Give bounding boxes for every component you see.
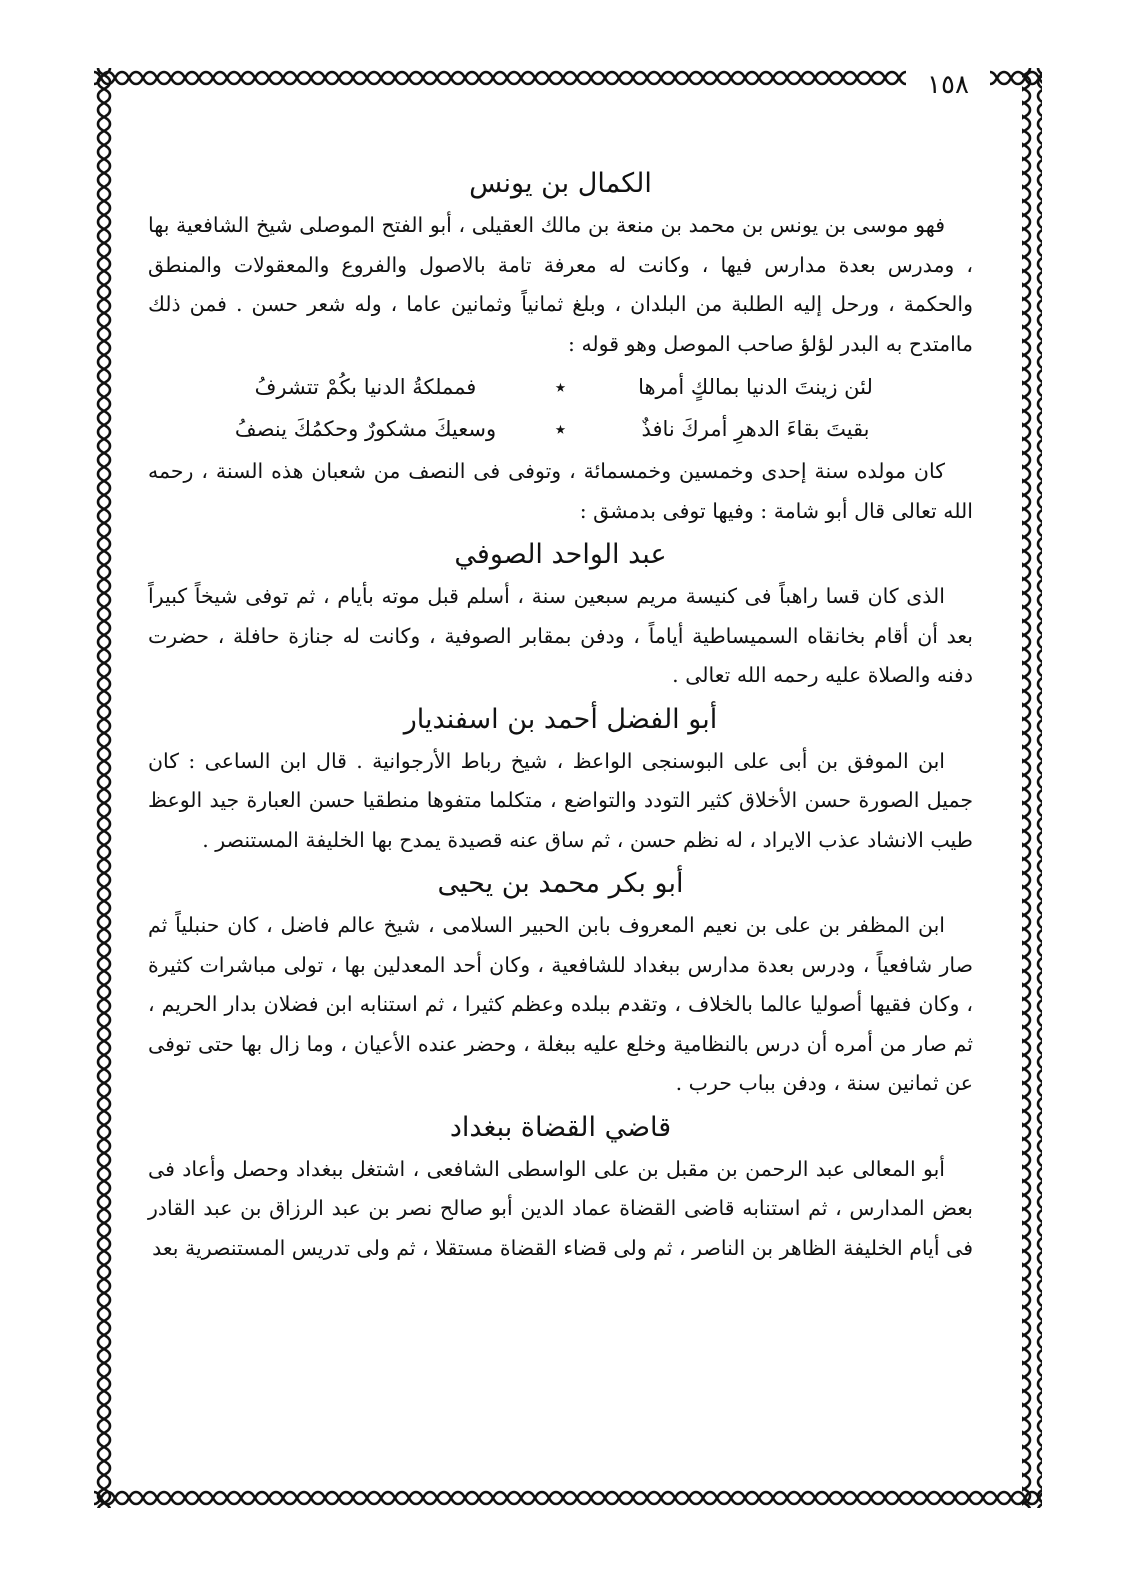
star-separator-icon: ٭ [554, 375, 567, 399]
verse-line [148, 408, 973, 450]
body-paragraph: كان مولده سنة إحدى وخمسين وخمسمائة ، وتوفى فى النصف من شعبان هذه السنة ، رحمه الله تعالى قال أبو شامة : وفيها توفى بدمشق : [148, 459, 973, 523]
page-body [148, 160, 973, 1268]
verse-line [148, 366, 973, 408]
verse-hemistich: بقيتَ بقاءَ الدهرِ أمركَ نافذٌ [641, 417, 870, 441]
verse-hemistich: لئن زينتَ الدنيا بمالكٍ أمرها [638, 375, 873, 399]
verse-hemistich: وسعيكَ مشكورٌ وحكمُكَ ينصفُ [234, 417, 497, 441]
star-separator-icon: ٭ [554, 417, 567, 441]
body-paragraph: فهو موسى بن يونس بن محمد بن منعة بن مالك العقيلى ، أبو الفتح الموصلى شيخ الشافعية بها ، ومدرس بعدة مدارس فيها ، وكانت له معرفة تامة بالاصول والفروع والمعقولات والمنطق والحكمة ، ورحل إليه الطلبة من البلدان ، وبلغ ثمانياً وثمانين عاما ، وله شعر حسن . فمن ذلك ماامتدح به البدر لؤلؤ صاحب الموصل وهو قوله : [148, 213, 973, 356]
verse-hemistich: فمملكةُ الدنيا بكُمْ تتشرفُ [254, 375, 477, 399]
body-paragraph: أبو المعالى عبد الرحمن بن مقبل بن على الواسطى الشافعى ، اشتغل ببغداد وحصل وأعاد فى بعض المدارس ، ثم استنابه قاضى القضاة عماد الدين أبو صالح نصر بن عبد الرزاق بن عبد القادر فى أيام الخليفة الظاهر بن الناصر ، ثم ولى قضاء القضاة مستقلا ، ثم ولى تدريس المستنصرية بعد [148, 1156, 973, 1260]
poem [148, 366, 973, 450]
page-number: ١٥٨ [906, 70, 990, 100]
body-paragraph: الذى كان قسا راهباً فى كنيسة مريم سبعين سنة ، أسلم قبل موته بأيام ، ثم توفى شيخاً كبيراً بعد أن أقام بخانقاه السميساطية أياماً ، ودفن بمقابر الصوفية ، وكانت له جنازة حافلة ، حضرت دفنه والصلاة عليه رحمه الله تعالى . [148, 584, 973, 687]
section-title: أبو الفضل أحمد بن اسفنديار [403, 703, 718, 735]
body-paragraph: ابن الموفق بن أبى على البوسنجى الواعظ ، شيخ رباط الأرجوانية . قال ابن الساعى : كان جميل الصورة حسن الأخلاق كثير التودد والتواضع ، متكلما متفوها منطقيا حسن العبارة جيد الوعظ طيب الانشاد عذب الايراد ، له نظم حسن ، ثم ساق عنه قصيدة يمدح بها الخليفة المستنصر . [148, 748, 973, 852]
section-title: عبد الواحد الصوفي [454, 539, 667, 570]
body-paragraph: ابن المظفر بن على بن نعيم المعروف بابن الحبير السلامى ، شيخ عالم فاضل ، كان حنبلياً ثم صار شافعياً ، ودرس بعدة مدارس ببغداد للشافعية ، وكان أحد المعدلين بها ، تولى مباشرات كثيرة ، وكان فقيها أصوليا عالما بالخلاف ، وتقدم ببلده وعظم كثيرا ، ثم استنابه ابن فضلان بدار الحريم ، ثم صار من أمره أن درس بالنظامية وخلع عليه ببغلة ، وحضر عنده الأعيان ، وما زال بها حتى توفى عن ثمانين سنة ، ودفن بباب حرب . [148, 913, 974, 1095]
section-title: قاضي القضاة ببغداد [449, 1111, 672, 1143]
section-title: الكمال بن يونس [469, 168, 652, 199]
section-title: أبو بكر محمد بن يحيى [437, 868, 684, 899]
